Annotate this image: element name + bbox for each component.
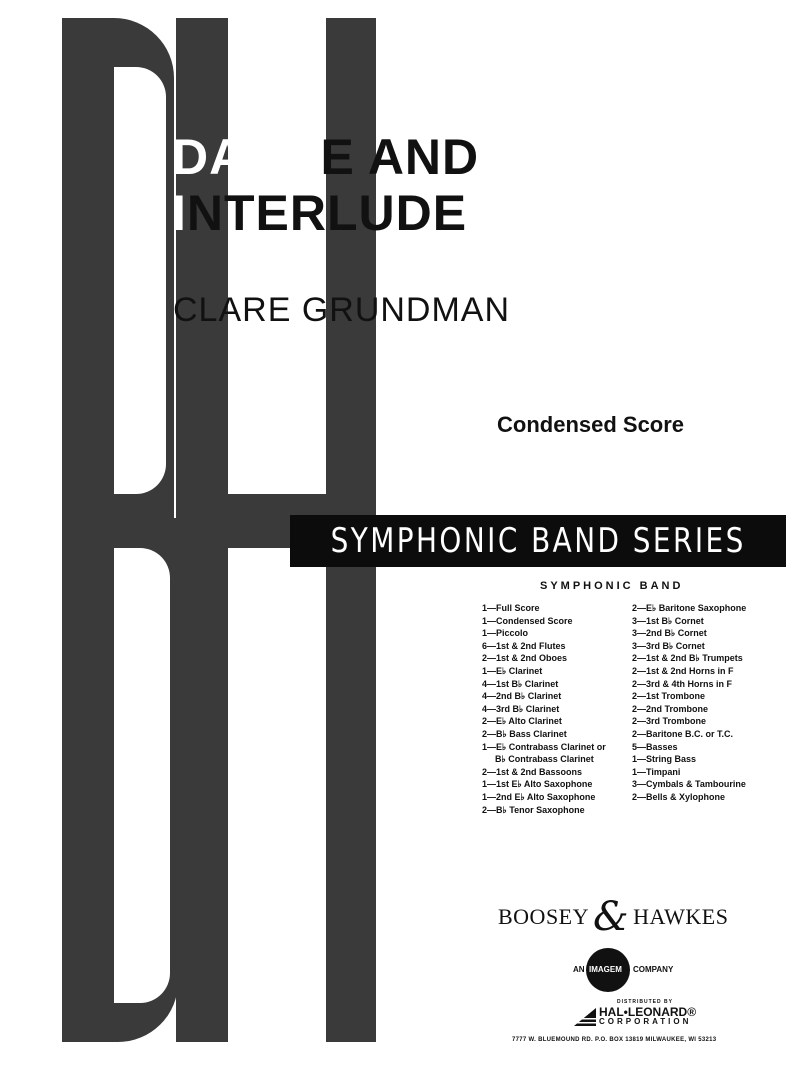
- part-item: 2—Bells & Xylophone: [632, 791, 726, 802]
- hal-leonard-name: HAL•LEONARD®: [599, 1005, 697, 1019]
- part-item: 4—1st B♭ Clarinet: [482, 678, 559, 689]
- part-item: 1—Condensed Score: [482, 615, 573, 626]
- title-line-1: [172, 129, 480, 185]
- h-letter-bottom-gap: [228, 548, 326, 1042]
- part-item: 2—3rd & 4th Horns in F: [632, 678, 733, 689]
- parts-right-column: [632, 602, 746, 804]
- distributed-by-label: DISTRIBUTED BY: [617, 999, 673, 1005]
- part-item: 2—B♭ Tenor Saxophone: [482, 804, 585, 815]
- part-item: 4—2nd B♭ Clarinet: [482, 691, 562, 702]
- part-item: 2—1st Trombone: [632, 691, 706, 702]
- ampersand-glyph: &: [593, 894, 630, 940]
- hal-leonard-mark-icon: [574, 1008, 596, 1026]
- part-item: 2—Baritone B.C. or T.C.: [632, 728, 734, 739]
- h-letter-top-gap: [228, 18, 326, 494]
- publisher-name-left: BOOSEY: [498, 904, 590, 929]
- imagem-logo: [566, 948, 686, 992]
- part-item: 1—E♭ Clarinet: [482, 665, 543, 676]
- publisher-name-right: HAWKES: [633, 904, 729, 929]
- part-item: 2—1st & 2nd Horns in F: [632, 665, 734, 676]
- title-line-2-left: I: [172, 185, 187, 241]
- part-item: 6—1st & 2nd Flutes: [482, 640, 566, 651]
- title-line-1-left: DANC: [172, 129, 321, 185]
- b-letter-top-counter: [114, 67, 166, 494]
- part-item: 1—2nd E♭ Alto Saxophone: [482, 791, 596, 802]
- series-title: SYMPHONIC BAND SERIES: [330, 521, 746, 561]
- part-item: 2—1st & 2nd Bassoons: [482, 766, 583, 777]
- part-item: 1—1st E♭ Alto Saxophone: [482, 779, 593, 790]
- imagem-name: IMAGEM: [589, 965, 622, 974]
- part-item: 2—B♭ Bass Clarinet: [482, 728, 567, 739]
- instrumentation-heading: SYMPHONIC BAND: [540, 580, 684, 592]
- publisher-logo: [498, 894, 729, 940]
- part-item: 1—Timpani: [632, 766, 681, 777]
- part-item: B♭ Contrabass Clarinet: [495, 754, 594, 765]
- edition-label: Condensed Score: [497, 412, 685, 437]
- part-item: 1—E♭ Contrabass Clarinet or: [482, 741, 606, 752]
- composer-name: CLARE GRUNDMAN: [173, 291, 511, 329]
- hal-leonard-logo: [574, 1007, 696, 1027]
- part-item: 1—Full Score: [482, 603, 540, 613]
- part-item: 2—1st & 2nd B♭ Trumpets: [632, 653, 743, 664]
- part-item: 1—String Bass: [632, 754, 697, 765]
- part-item: 2—E♭ Baritone Saxophone: [632, 603, 747, 613]
- part-item: 2—1st & 2nd Oboes: [482, 653, 568, 664]
- hal-leonard-corporation: CORPORATION: [599, 1017, 692, 1026]
- title-line-2: [172, 185, 468, 241]
- part-item: 2—3rd Trombone: [632, 716, 707, 727]
- title-line-2-right: NTERLUDE: [186, 185, 468, 241]
- imagem-suffix: COMPANY: [633, 965, 674, 974]
- parts-left-column: [482, 602, 606, 816]
- part-item: 5—Basses: [632, 741, 678, 752]
- imagem-prefix: AN: [573, 965, 585, 974]
- b-letter-bottom-counter: [114, 548, 170, 1003]
- part-item: 1—Piccolo: [482, 628, 529, 639]
- distributor-address: 7777 W. BLUEMOUND RD. P.O. BOX 13819 MILWAUKEE, WI 53213: [512, 1037, 717, 1043]
- title-line-1-right: E AND: [320, 129, 480, 185]
- part-item: 3—2nd B♭ Cornet: [632, 628, 707, 639]
- part-item: 3—1st B♭ Cornet: [632, 615, 704, 626]
- part-item: 3—Cymbals & Tambourine: [632, 779, 746, 790]
- part-item: 2—2nd Trombone: [632, 703, 709, 714]
- part-item: 3—3rd B♭ Cornet: [632, 640, 705, 651]
- part-item: 2—E♭ Alto Clarinet: [482, 716, 562, 727]
- part-item: 4—3rd B♭ Clarinet: [482, 703, 560, 714]
- series-banner: [290, 515, 786, 567]
